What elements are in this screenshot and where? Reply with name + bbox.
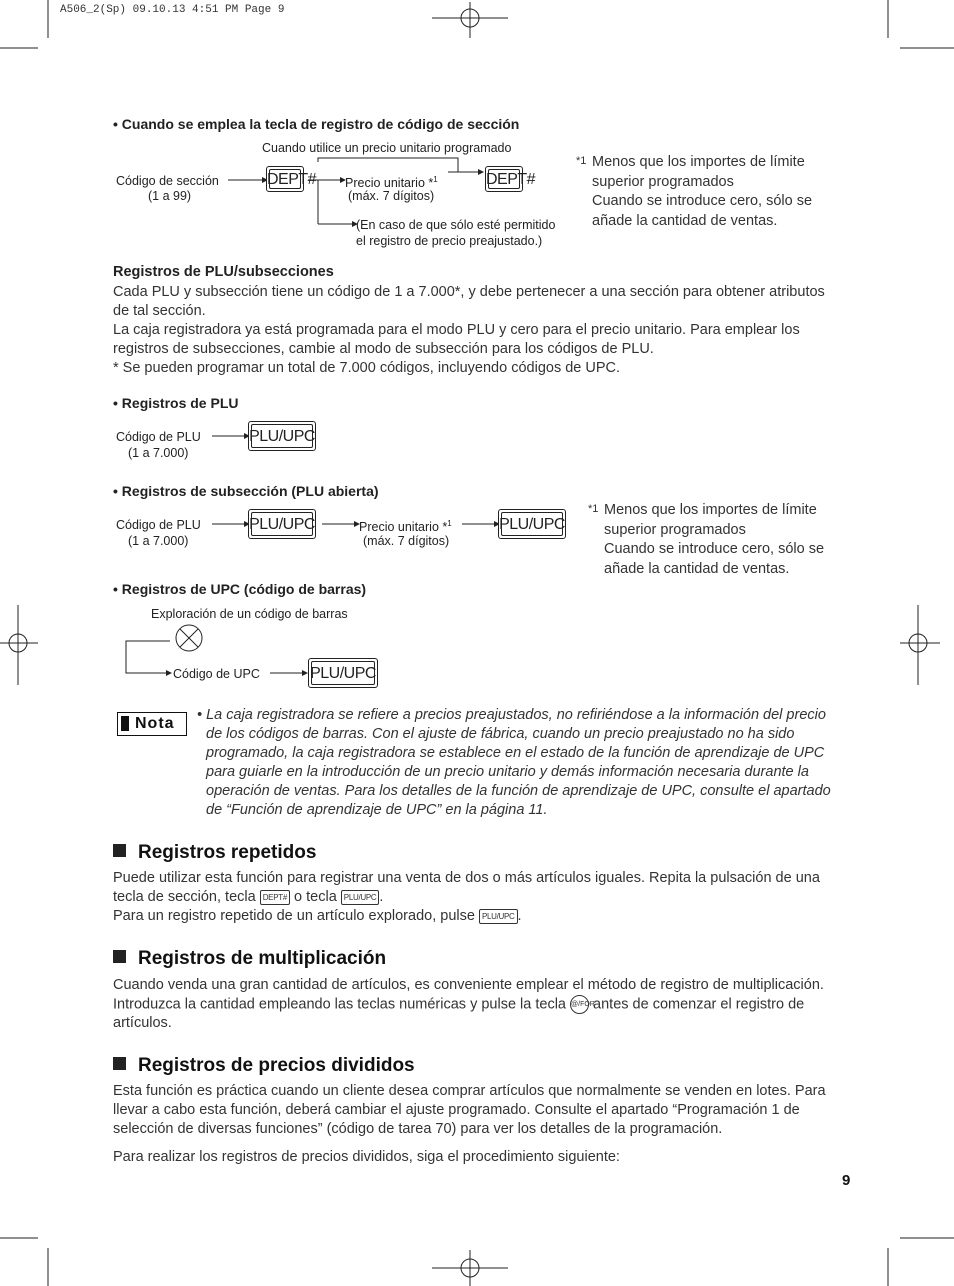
repeat-text: Puede utilizar esta función para registrar una venta de dos o más artículos iguales. Repita la pulsación de una tecla de sección, tecla DEPT# o tecla PLU/UPC . Para un registro repetido de un artículo explorado, pulse PLU/UPC . <box>113 870 820 924</box>
dept-key-2: DEPT# <box>485 166 523 192</box>
unit-price-label: Precio unitario *$^1$ <box>345 175 438 191</box>
max-digits-label: (máx. 7 dígitos) <box>348 189 435 203</box>
dept-footnote: $^{*1}$ Menos que los importes de límite superior programados Cuando se introduce cero, sólo se añade la cantidad de ventas. <box>576 154 813 229</box>
plu-key-inline: PLU/UPC <box>341 890 380 905</box>
upc-plu-upc-key: PLU/UPC <box>308 658 378 688</box>
sub-plu-upc-key: PLU/UPC <box>248 509 316 539</box>
barcode-scan-label: Exploración de un código de barras <box>151 607 348 621</box>
dept-register-title: • Cuando se emplea la tecla de registro de código de sección <box>113 116 520 132</box>
plu-upc-key: PLU/UPC <box>248 421 316 451</box>
split-heading: Registros de precios divididos <box>113 1055 415 1077</box>
dept-key-inline: DEPT# <box>260 890 290 905</box>
plu-code-label: Código de PLU <box>116 430 201 444</box>
nota-badge: Nota <box>117 712 187 736</box>
plu-key-inline-2: PLU/UPC <box>479 909 518 924</box>
for-key-inline: @/FOR <box>570 995 589 1014</box>
nota-text: • La caja registradora se refiere a precios preajustados, no refiriéndose a la información del precio de los códigos de barras. Con el ajuste de fábrica, cuando un precio preajustado no ha sido programado, la caja registradora se establece en el estado de la función de aprendizaje de UPC para guiarle en la introducción de un precio unitario y demás información necesaria durante la operación de ventas. Para los detalles de la función de aprendizaje de UPC, consulte el apartado de “Función de aprendizaje de UPC” en la página 11. <box>197 707 831 818</box>
dept-key: DEPT# <box>266 166 304 192</box>
preset-note-2: el registro de precio preajustado.) <box>356 234 543 248</box>
plu-heading: Registros de PLU/subsecciones <box>113 264 334 280</box>
dept-range-label: (1 a 99) <box>148 189 192 203</box>
plu-register-title: • Registros de PLU <box>113 395 239 411</box>
print-header: A506_2(Sp) 09.10.13 4:51 PM Page 9 <box>60 4 285 16</box>
plu-intro-text: Cada PLU y subsección tiene un código de 1 a 7.000*, y debe pertenecer a una sección para obtener atributos de tal sección. La caja registradora ya está programada para el modo PLU y cero para el precio unitario. Para emplear los registros de subsecciones, cambie al modo de subsección para los códigos de PLU. * Se pueden programar un total de 7.000 códigos, incluyendo códigos de UPC. <box>113 284 825 376</box>
plu-range-label: (1 a 7.000) <box>128 446 189 460</box>
upc-register-title: • Registros de UPC (código de barras) <box>113 581 367 597</box>
sub-footnote: $^{*1}$ Menos que los importes de límite superior programados Cuando se introduce cero, sólo se añade la cantidad de ventas. <box>588 502 825 577</box>
unit-price-note: Cuando utilice un precio unitario programado <box>262 141 512 155</box>
upc-code-label: Código de UPC <box>173 667 260 681</box>
repeat-heading: Registros repetidos <box>113 842 316 864</box>
preset-note-1: (En caso de que sólo esté permitido <box>356 218 556 232</box>
dept-code-label: Código de sección <box>116 174 219 188</box>
sub-register-title: • Registros de subsección (PLU abierta) <box>113 483 379 499</box>
sub-range-label: (1 a 7.000) <box>128 534 189 548</box>
sub-max-digits-label: (máx. 7 dígitos) <box>363 534 450 548</box>
sub-unit-price-label: Precio unitario *$^1$ <box>359 519 452 535</box>
page-number: 9 <box>842 1172 851 1189</box>
multiply-heading: Registros de multiplicación <box>113 948 386 970</box>
split-text: Esta función es práctica cuando un cliente desea comprar artículos que normalmente se venden en lotes. Para llevar a cabo esta función, deberá cambiar el ajuste programado. Consulte el apartado “Programación 1 de selección de diversas funciones” (código de tarea 70) para ver los detalles de la programación. Para realizar los registros de precios divididos, siga el procedimiento siguiente: <box>113 1083 826 1165</box>
sub-code-label: Código de PLU <box>116 518 201 532</box>
sub-plu-upc-key-2: PLU/UPC <box>498 509 566 539</box>
multiply-text: Cuando venda una gran cantidad de artículos, es conveniente emplear el método de registro de multiplicación. Introduzca la cantidad empleando las teclas numéricas y pulse la tecla @/FOR antes de comenzar el registro de artículos. <box>113 977 824 1032</box>
